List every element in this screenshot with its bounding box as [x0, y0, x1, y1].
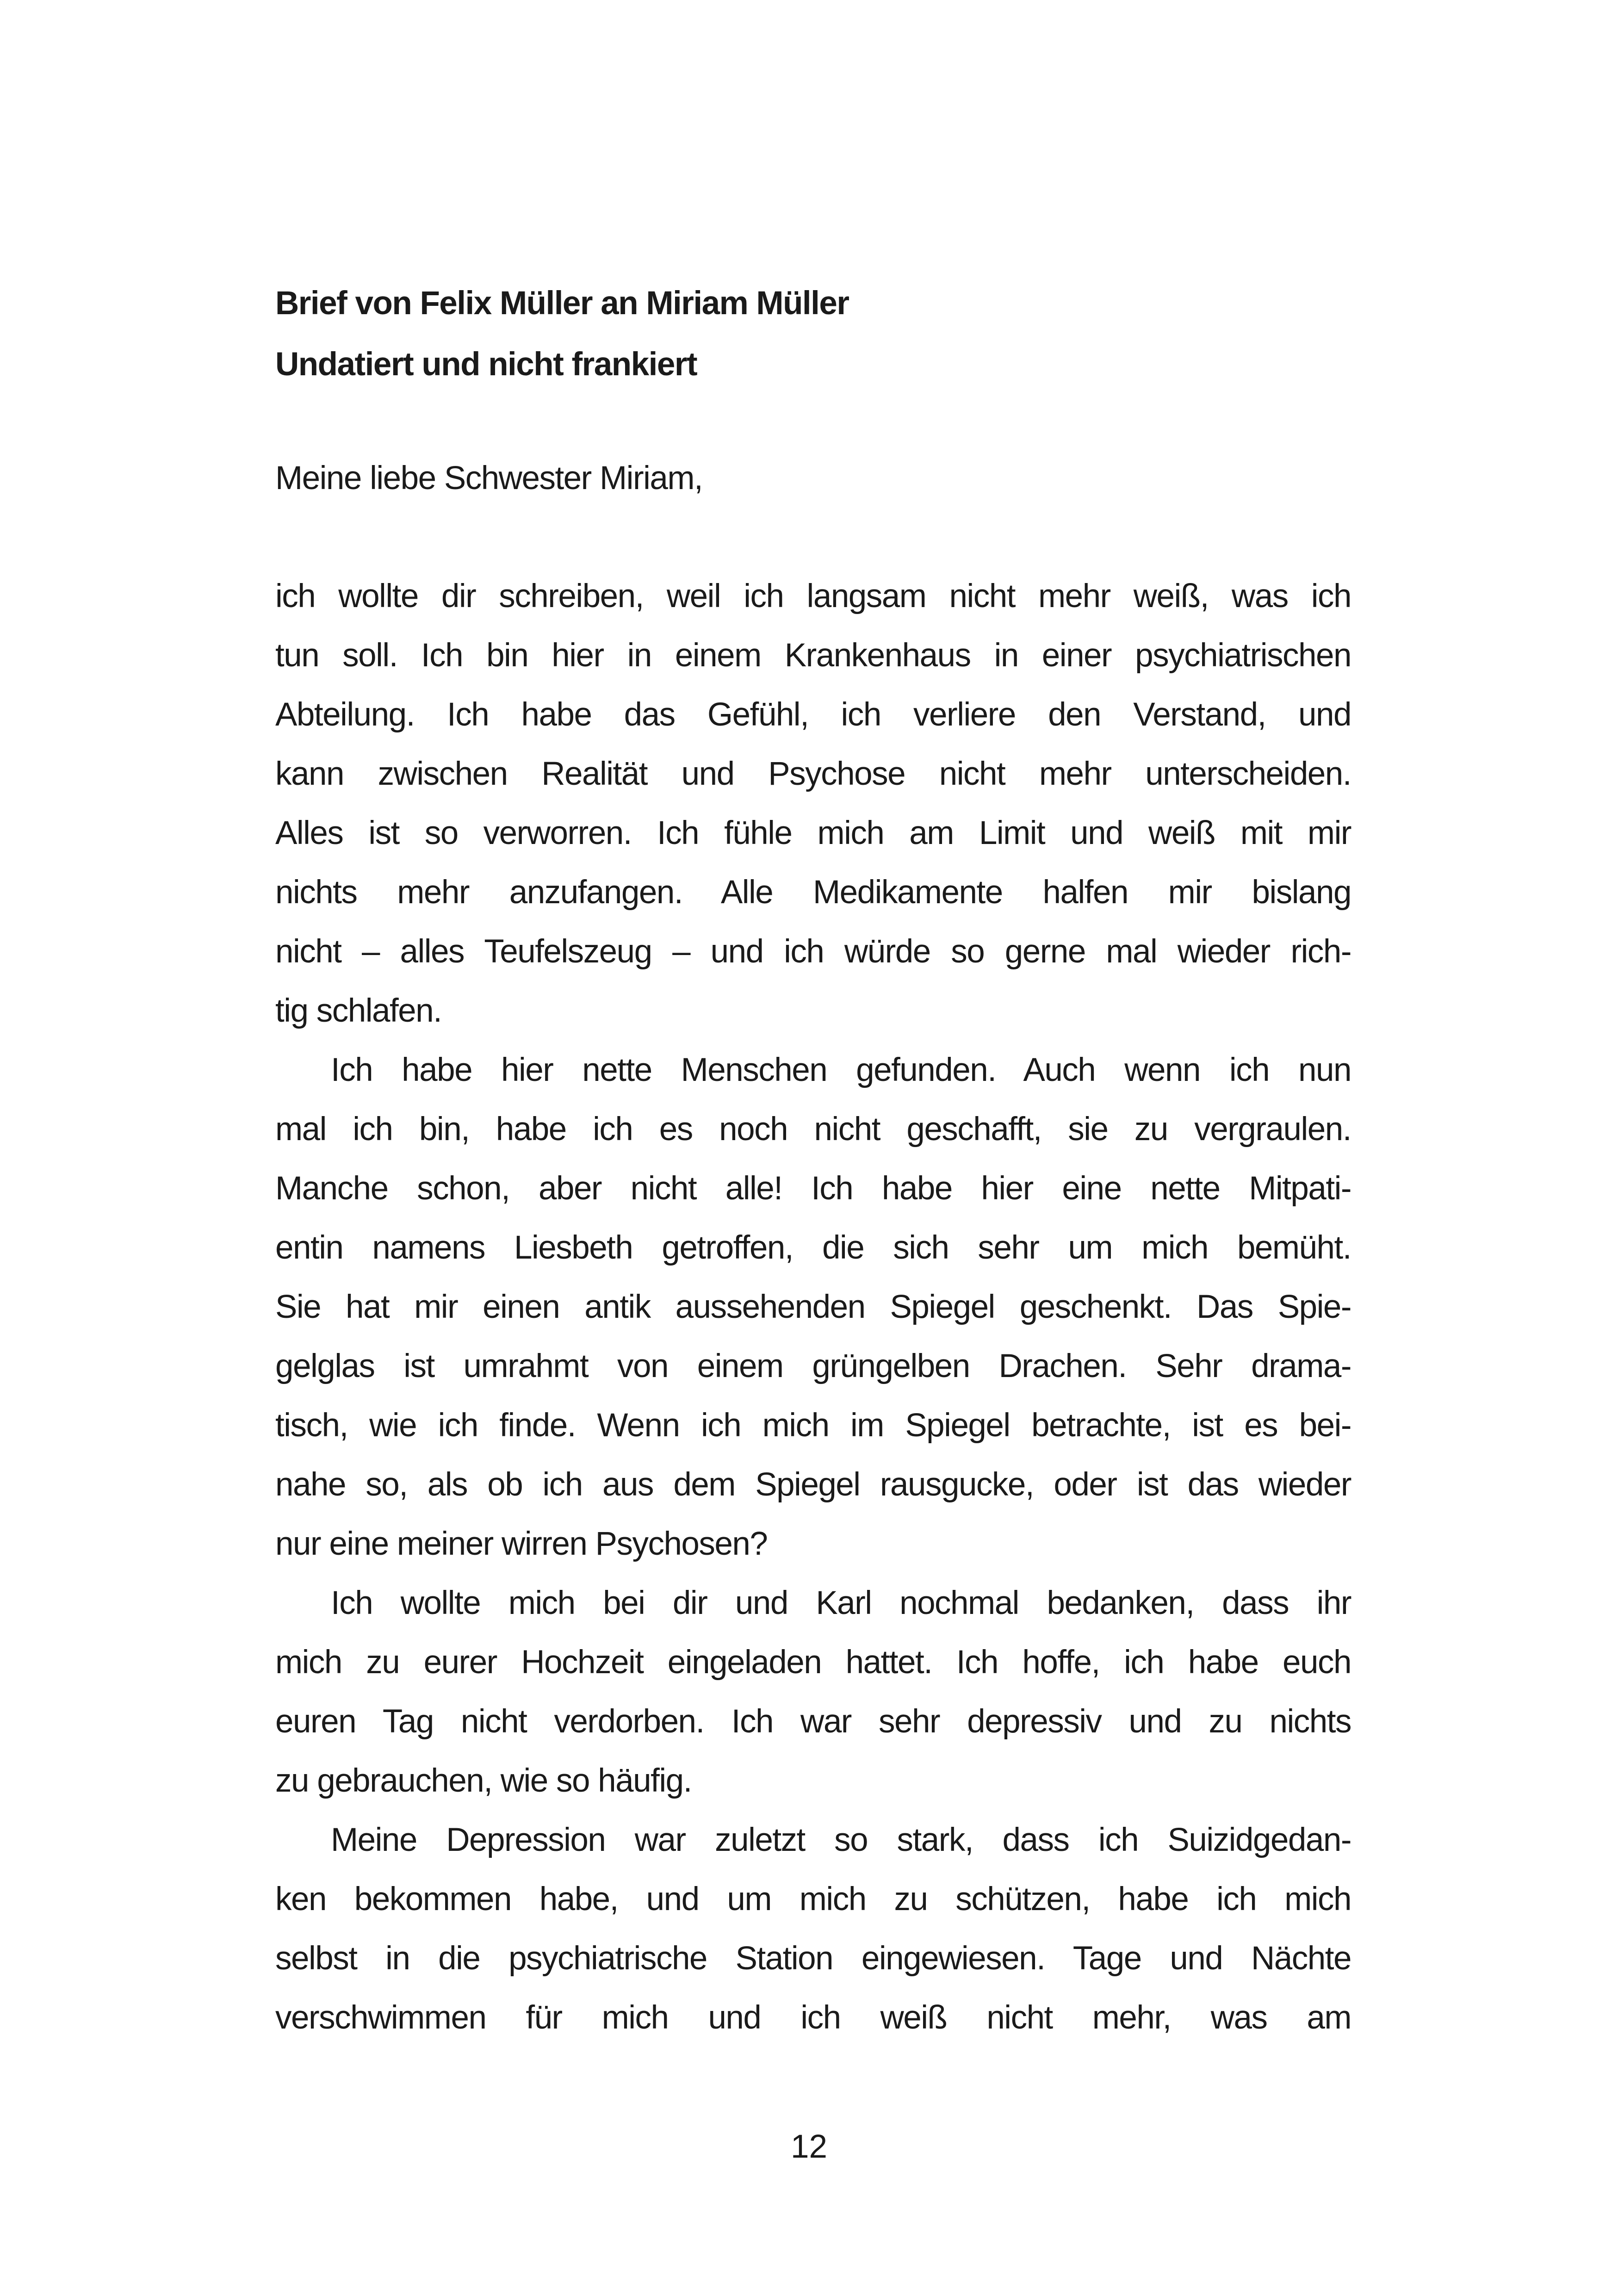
- body-line: nichts mehr anzufangen. Alle Medikamente halfen mir bislang: [275, 874, 1351, 911]
- body-line: Alles ist so verworren. Ich fühle mich am Limit und weiß mit mir: [275, 815, 1351, 851]
- body-line: verschwimmen für mich und ich weiß nicht mehr, was am: [275, 1999, 1351, 2036]
- body-line: gelglas ist umrahmt von einem grüngelben Drachen. Sehr drama-: [275, 1348, 1351, 1384]
- body-line: Sie hat mir einen antik aussehenden Spiegel geschenkt. Das Spie-: [275, 1289, 1351, 1325]
- body-line: Ich habe hier nette Menschen gefunden. Auch wenn ich nun: [331, 1052, 1351, 1088]
- body-line: mal ich bin, habe ich es noch nicht geschafft, sie zu vergraulen.: [275, 1111, 1351, 1148]
- heading-title: Brief von Felix Müller an Miriam Müller: [275, 285, 849, 322]
- body-line: Abteilung. Ich habe das Gefühl, ich verliere den Verstand, und: [275, 696, 1351, 733]
- body-line: Manche schon, aber nicht alle! Ich habe hier eine nette Mitpati-: [275, 1170, 1351, 1207]
- heading-subtitle: Undatiert und nicht frankiert: [275, 346, 697, 383]
- body-line: tig schlafen.: [275, 993, 442, 1029]
- body-line: selbst in die psychiatrische Station eingewiesen. Tage und Nächte: [275, 1940, 1351, 1977]
- body-line: nur eine meiner wirren Psychosen?: [275, 1526, 768, 1562]
- body-line: tisch, wie ich finde. Wenn ich mich im Spiegel betrachte, ist es bei-: [275, 1407, 1351, 1444]
- body-line: ken bekommen habe, und um mich zu schützen, habe ich mich: [275, 1881, 1351, 1917]
- letter-heading: [275, 273, 1351, 395]
- body-line: entin namens Liesbeth getroffen, die sich sehr um mich bemüht.: [275, 1229, 1351, 1266]
- body-line: euren Tag nicht verdorben. Ich war sehr depressiv und zu nichts: [275, 1703, 1351, 1740]
- body-line: nicht – alles Teufelszeug – und ich würde so gerne mal wieder rich-: [275, 933, 1351, 970]
- page-number: 12: [791, 2128, 827, 2165]
- body-line: kann zwischen Realität und Psychose nicht mehr unterscheiden.: [275, 756, 1351, 792]
- letter-body: [275, 567, 1351, 2048]
- body-line: mich zu eurer Hochzeit eingeladen hattet. Ich hoffe, ich habe euch: [275, 1644, 1351, 1681]
- body-line: Meine Depression war zuletzt so stark, dass ich Suizidgedan-: [331, 1822, 1351, 1858]
- body-line: tun soll. Ich bin hier in einem Krankenhaus in einer psychiatrischen: [275, 637, 1351, 674]
- body-line: Ich wollte mich bei dir und Karl nochmal bedanken, dass ihr: [331, 1585, 1351, 1621]
- body-line: ich wollte dir schreiben, weil ich langsam nicht mehr weiß, was ich: [275, 578, 1351, 614]
- salutation: Meine liebe Schwester Miriam,: [275, 460, 703, 496]
- body-line: nahe so, als ob ich aus dem Spiegel rausgucke, oder ist das wieder: [275, 1466, 1351, 1503]
- body-line: zu gebrauchen, wie so häufig.: [275, 1762, 692, 1799]
